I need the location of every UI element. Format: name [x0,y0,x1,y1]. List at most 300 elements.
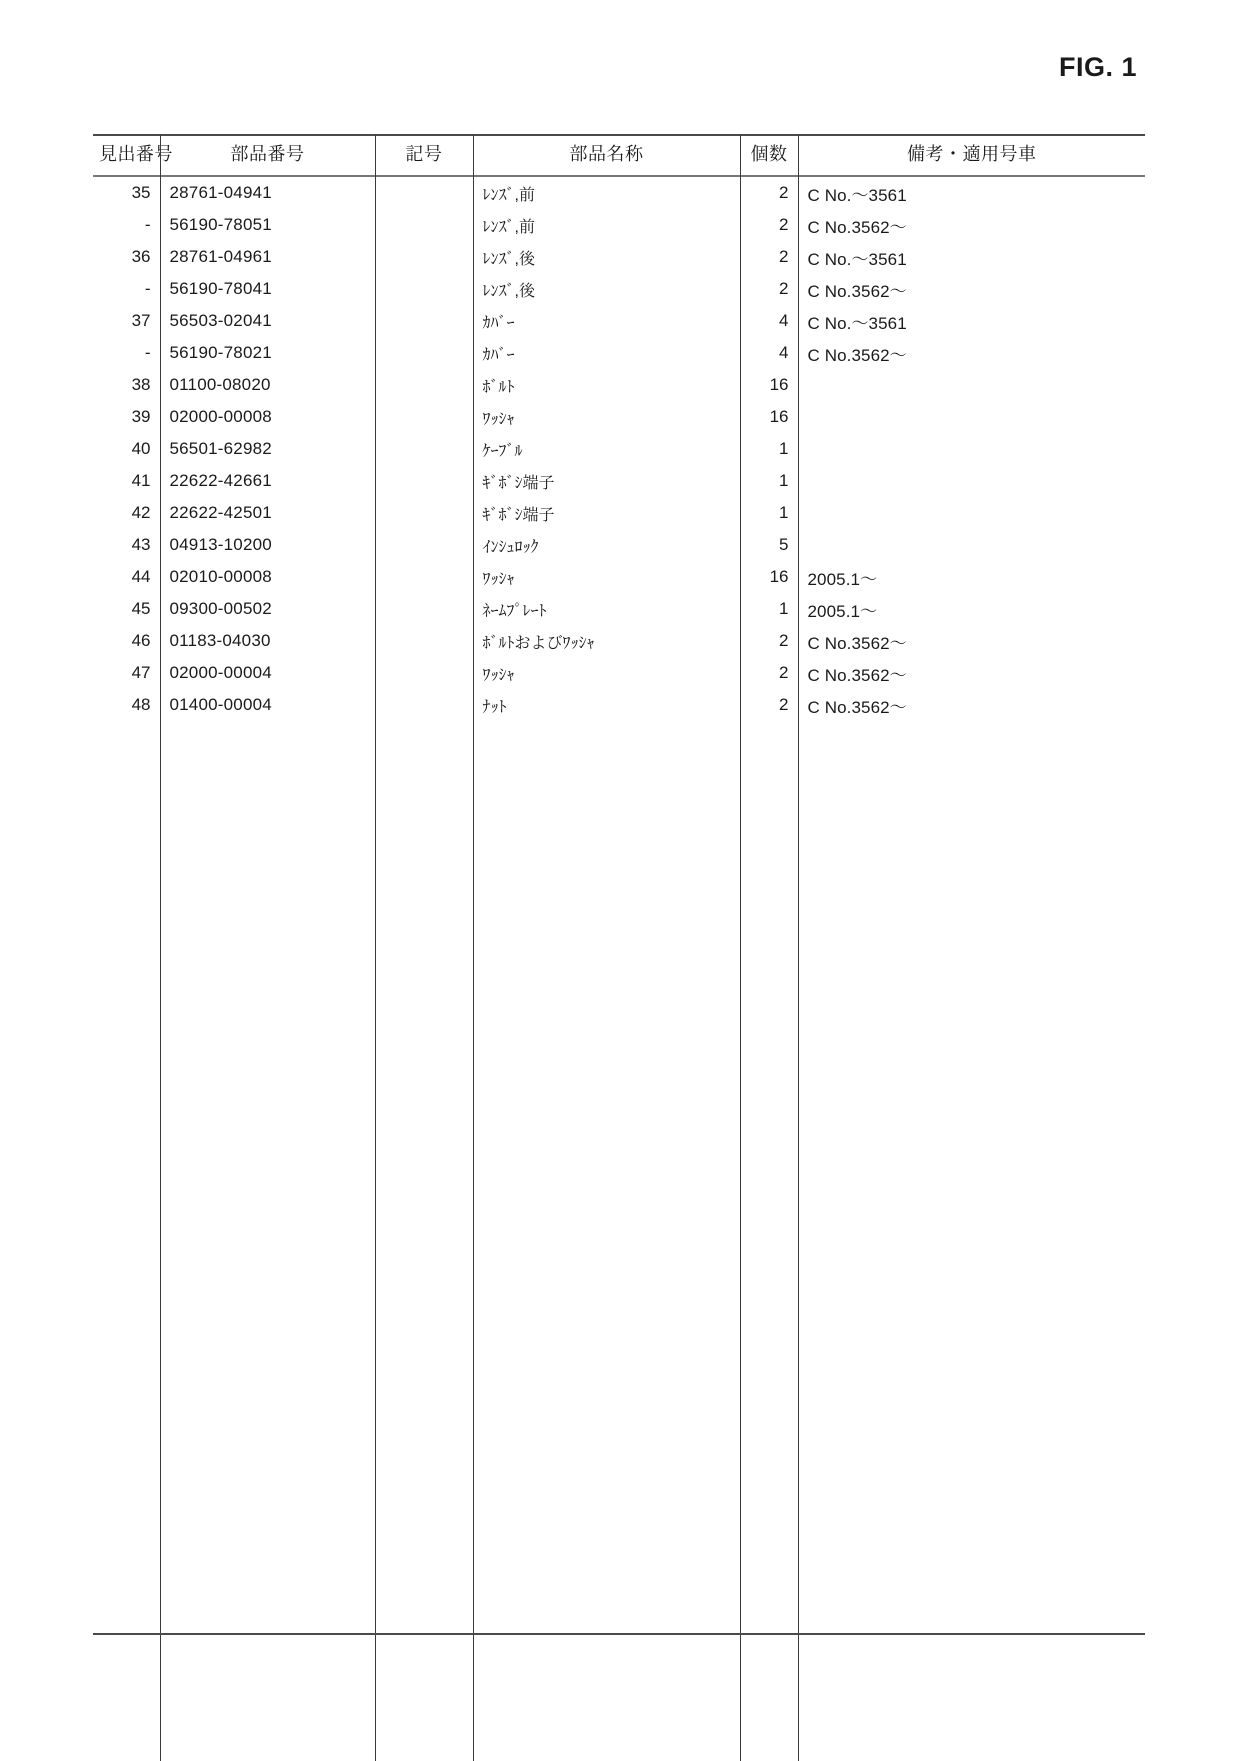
cell-symbol [375,241,473,273]
cell-empty [740,1189,798,1215]
cell-empty [93,1475,160,1501]
cell-qty: 2 [740,209,798,241]
cell-empty [160,1683,375,1709]
cell-ref-no: - [144,279,151,298]
cell-part-no: 56190-78041 [160,273,375,305]
cell-empty [473,721,740,747]
cell-empty [93,1397,160,1423]
cell-empty [93,1553,160,1579]
cell-empty [473,1085,740,1111]
table-row [93,657,1145,689]
cell-empty [473,903,740,929]
cell-symbol [375,305,473,337]
cell-empty [473,1449,740,1475]
cell-empty [798,1189,1145,1215]
table-row-empty [93,929,1145,955]
table-row-empty [93,1449,1145,1475]
cell-empty [375,1423,473,1449]
cell-empty [798,1163,1145,1189]
cell-empty [740,1605,798,1631]
cell-empty [160,1189,375,1215]
cell-empty [473,1033,740,1059]
cell-empty [93,981,160,1007]
cell-empty [160,1501,375,1527]
cell-part-no: 28761-04961 [160,241,375,273]
cell-empty [93,1033,160,1059]
cell-qty: 1 [740,433,798,465]
cell-remarks: C No.3562～ [798,625,1145,657]
cell-ref-no: 38 [131,375,151,394]
cell-empty [740,1501,798,1527]
cell-empty [798,721,1145,747]
cell-remarks [798,497,1145,529]
cell-empty [93,1345,160,1371]
cell-qty: 1 [740,465,798,497]
cell-empty [375,825,473,851]
cell-empty [160,903,375,929]
cell-empty [93,1501,160,1527]
cell-empty [740,1085,798,1111]
table-row-empty [93,1475,1145,1501]
cell-empty [160,747,375,773]
cell-empty [740,1319,798,1345]
cell-empty [375,773,473,799]
cell-empty [473,1475,740,1501]
cell-empty [740,1527,798,1553]
table-row-empty [93,1553,1145,1579]
table-row-empty [93,1501,1145,1527]
cell-empty [375,1137,473,1163]
cell-empty [473,1137,740,1163]
cell-part-no: 09300-00502 [160,593,375,625]
cell-empty [473,1735,740,1761]
table-row-empty [93,799,1145,825]
cell-part-name: ﾚﾝｽﾞ,前 [473,209,740,241]
cell-empty [740,981,798,1007]
cell-remarks: C No.3562～ [798,689,1145,721]
cell-empty [160,929,375,955]
table-row [93,241,1145,273]
cell-empty [160,1449,375,1475]
cell-symbol [375,657,473,689]
cell-empty [375,1657,473,1683]
cell-empty [798,1527,1145,1553]
cell-empty [798,1683,1145,1709]
cell-qty: 16 [740,369,798,401]
parts-table-head [93,135,1145,176]
cell-empty [375,877,473,903]
table-row [93,369,1145,401]
cell-empty [160,1137,375,1163]
cell-part-name: ﾚﾝｽﾞ,後 [473,241,740,273]
table-row-empty [93,773,1145,799]
cell-remarks [798,529,1145,561]
cell-part-no: 22622-42661 [160,465,375,497]
cell-empty [473,1189,740,1215]
table-row [93,497,1145,529]
cell-empty [473,825,740,851]
cell-qty: 2 [740,273,798,305]
cell-empty [375,1449,473,1475]
cell-empty [798,1267,1145,1293]
cell-part-no: 28761-04941 [160,176,375,209]
header-row [93,135,1145,176]
cell-symbol [375,273,473,305]
cell-empty [473,1605,740,1631]
cell-empty [473,1241,740,1267]
cell-empty [93,1683,160,1709]
cell-empty [798,1293,1145,1319]
cell-empty [375,1683,473,1709]
table-row-empty [93,825,1145,851]
cell-empty [473,851,740,877]
cell-symbol [375,497,473,529]
cell-empty [740,1111,798,1137]
column-header-part-no: 部品番号 [160,135,375,176]
cell-qty: 2 [740,657,798,689]
cell-empty [798,1579,1145,1605]
cell-remarks [798,401,1145,433]
cell-remarks: C No.～3561 [798,176,1145,209]
cell-empty [93,1267,160,1293]
cell-empty [160,825,375,851]
cell-empty [798,1345,1145,1371]
cell-empty [798,1137,1145,1163]
table-bottom-border [93,1633,1145,1635]
cell-empty [473,1579,740,1605]
cell-empty [798,1111,1145,1137]
cell-empty [473,1683,740,1709]
table-row [93,305,1145,337]
cell-symbol [375,561,473,593]
cell-empty [375,1111,473,1137]
cell-empty [375,721,473,747]
cell-ref-no: - [144,343,151,362]
cell-empty [798,825,1145,851]
cell-part-name: ｷﾞﾎﾞｼ端子 [473,465,740,497]
parts-table [93,134,1145,1761]
cell-qty: 2 [740,689,798,721]
table-row-empty [93,1007,1145,1033]
cell-empty [160,1293,375,1319]
cell-empty [473,1371,740,1397]
column-rule-1 [160,134,161,1633]
cell-empty [473,1527,740,1553]
column-header-qty: 個数 [740,135,798,176]
cell-empty [93,1527,160,1553]
cell-symbol [375,625,473,657]
cell-empty [93,1657,160,1683]
cell-part-name: ｶﾊﾞｰ [473,305,740,337]
cell-empty [473,1501,740,1527]
cell-symbol [375,369,473,401]
cell-empty [798,1475,1145,1501]
cell-empty [798,1709,1145,1735]
table-row-empty [93,981,1145,1007]
cell-empty [160,1241,375,1267]
cell-empty [473,1163,740,1189]
cell-empty [375,1397,473,1423]
cell-empty [473,747,740,773]
cell-empty [93,721,160,747]
cell-ref-no: 45 [131,599,151,618]
cell-symbol [375,689,473,721]
cell-symbol [375,593,473,625]
cell-empty [160,1553,375,1579]
cell-symbol [375,529,473,561]
table-row-empty [93,1033,1145,1059]
cell-empty [740,1657,798,1683]
cell-part-name: ﾚﾝｽﾞ,前 [473,176,740,209]
cell-part-name: ﾜｯｼｬ [473,401,740,433]
cell-part-name: ｶﾊﾞｰ [473,337,740,369]
parts-table-body [93,176,1145,1761]
cell-empty [798,1553,1145,1579]
column-header-part-name: 部品名称 [473,135,740,176]
cell-empty [375,903,473,929]
cell-empty [93,1085,160,1111]
cell-empty [375,955,473,981]
cell-empty [473,1111,740,1137]
cell-remarks [798,369,1145,401]
cell-empty [160,721,375,747]
cell-empty [740,1553,798,1579]
cell-ref-no: 41 [131,471,151,490]
cell-part-no: 56501-62982 [160,433,375,465]
cell-empty [798,929,1145,955]
cell-ref-no: 46 [131,631,151,650]
cell-empty [798,1007,1145,1033]
cell-empty [93,1241,160,1267]
table-row-empty [93,1527,1145,1553]
cell-part-no: 04913-10200 [160,529,375,561]
table-row-empty [93,877,1145,903]
cell-empty [93,929,160,955]
cell-empty [798,1423,1145,1449]
cell-empty [473,1397,740,1423]
cell-remarks: C No.3562～ [798,209,1145,241]
cell-empty [473,1423,740,1449]
cell-remarks: C No.3562～ [798,657,1145,689]
cell-empty [160,1423,375,1449]
cell-empty [93,1735,160,1761]
cell-empty [740,1059,798,1085]
cell-empty [375,1059,473,1085]
cell-qty: 2 [740,625,798,657]
cell-empty [740,1163,798,1189]
cell-empty [473,1553,740,1579]
cell-part-name: ﾎﾞﾙﾄ [473,369,740,401]
cell-empty [93,1215,160,1241]
cell-empty [375,747,473,773]
cell-part-no: 02000-00008 [160,401,375,433]
cell-empty [375,799,473,825]
cell-empty [93,1111,160,1137]
column-rule-2 [375,134,376,1633]
cell-empty [375,1345,473,1371]
cell-remarks: 2005.1～ [798,593,1145,625]
cell-part-name: ﾜｯｼｬ [473,561,740,593]
cell-empty [740,1423,798,1449]
cell-empty [93,747,160,773]
cell-empty [375,1709,473,1735]
cell-empty [798,1735,1145,1761]
cell-empty [93,1319,160,1345]
table-row [93,433,1145,465]
cell-empty [798,903,1145,929]
table-row-empty [93,1683,1145,1709]
cell-empty [473,981,740,1007]
table-row-empty [93,1605,1145,1631]
table-row-empty [93,1085,1145,1111]
table-row-empty [93,721,1145,747]
table-row-empty [93,1059,1145,1085]
cell-empty [740,773,798,799]
column-header-ref-no: 見出番号 [99,144,173,164]
table-row-empty [93,1293,1145,1319]
cell-empty [798,1215,1145,1241]
cell-empty [160,1267,375,1293]
table-row-empty [93,903,1145,929]
cell-part-no: 02010-00008 [160,561,375,593]
cell-empty [375,1163,473,1189]
cell-remarks [798,433,1145,465]
cell-empty [375,1241,473,1267]
cell-empty [473,799,740,825]
cell-qty: 4 [740,337,798,369]
cell-empty [160,1579,375,1605]
cell-empty [160,1085,375,1111]
cell-empty [740,1345,798,1371]
cell-empty [160,1709,375,1735]
cell-empty [160,877,375,903]
cell-empty [740,1371,798,1397]
cell-empty [740,1579,798,1605]
cell-empty [740,799,798,825]
cell-qty: 2 [740,241,798,273]
cell-empty [160,851,375,877]
cell-empty [375,1319,473,1345]
cell-empty [798,747,1145,773]
cell-empty [740,903,798,929]
cell-empty [160,1605,375,1631]
cell-empty [93,955,160,981]
table-row-empty [93,1215,1145,1241]
cell-empty [375,981,473,1007]
cell-empty [798,1371,1145,1397]
cell-symbol [375,465,473,497]
cell-empty [375,1267,473,1293]
cell-empty [740,1709,798,1735]
cell-empty [473,773,740,799]
cell-empty [375,1735,473,1761]
cell-ref-no: 39 [131,407,151,426]
cell-empty [740,1137,798,1163]
cell-remarks: C No.～3561 [798,305,1145,337]
cell-empty [160,955,375,981]
table-row-empty [93,1657,1145,1683]
table-row [93,465,1145,497]
table-row-empty [93,1371,1145,1397]
cell-empty [93,1579,160,1605]
table-row [93,337,1145,369]
cell-empty [798,877,1145,903]
cell-empty [473,955,740,981]
cell-empty [160,981,375,1007]
cell-empty [473,1319,740,1345]
cell-empty [740,1293,798,1319]
table-row-empty [93,1735,1145,1761]
cell-empty [375,1189,473,1215]
cell-symbol [375,401,473,433]
cell-empty [375,1215,473,1241]
cell-symbol [375,433,473,465]
cell-empty [93,1059,160,1085]
table-row-empty [93,747,1145,773]
cell-part-no: 56503-02041 [160,305,375,337]
cell-empty [375,1085,473,1111]
cell-empty [473,1215,740,1241]
table-row-empty [93,1319,1145,1345]
table-row [93,625,1145,657]
table-row-empty [93,1241,1145,1267]
table-row [93,593,1145,625]
cell-remarks: 2005.1～ [798,561,1145,593]
cell-empty [93,877,160,903]
cell-empty [798,1241,1145,1267]
cell-empty [375,851,473,877]
cell-part-name: ﾚﾝｽﾞ,後 [473,273,740,305]
cell-ref-no: - [144,215,151,234]
table-row-empty [93,1423,1145,1449]
cell-empty [375,1033,473,1059]
cell-empty [798,1085,1145,1111]
cell-empty [798,1501,1145,1527]
cell-ref-no: 37 [131,311,151,330]
table-row [93,176,1145,209]
cell-empty [160,1657,375,1683]
parts-table-container [93,134,1145,1761]
cell-empty [740,1241,798,1267]
column-header-symbol: 記号 [375,135,473,176]
cell-part-no: 01400-00004 [160,689,375,721]
cell-ref-no: 40 [131,439,151,458]
cell-part-no: 22622-42501 [160,497,375,529]
cell-empty [375,1501,473,1527]
cell-remarks: C No.3562～ [798,273,1145,305]
cell-empty [798,1319,1145,1345]
table-row-empty [93,1345,1145,1371]
cell-empty [93,773,160,799]
cell-symbol [375,176,473,209]
cell-empty [93,799,160,825]
cell-empty [93,1709,160,1735]
cell-empty [740,955,798,981]
cell-qty: 16 [740,401,798,433]
cell-qty: 4 [740,305,798,337]
cell-symbol [375,337,473,369]
cell-part-no: 02000-00004 [160,657,375,689]
cell-empty [798,1605,1145,1631]
column-rule-4 [740,134,741,1633]
cell-empty [375,1007,473,1033]
cell-empty [160,1371,375,1397]
cell-remarks: C No.～3561 [798,241,1145,273]
cell-qty: 5 [740,529,798,561]
cell-empty [93,1293,160,1319]
cell-empty [375,1371,473,1397]
cell-empty [740,1007,798,1033]
